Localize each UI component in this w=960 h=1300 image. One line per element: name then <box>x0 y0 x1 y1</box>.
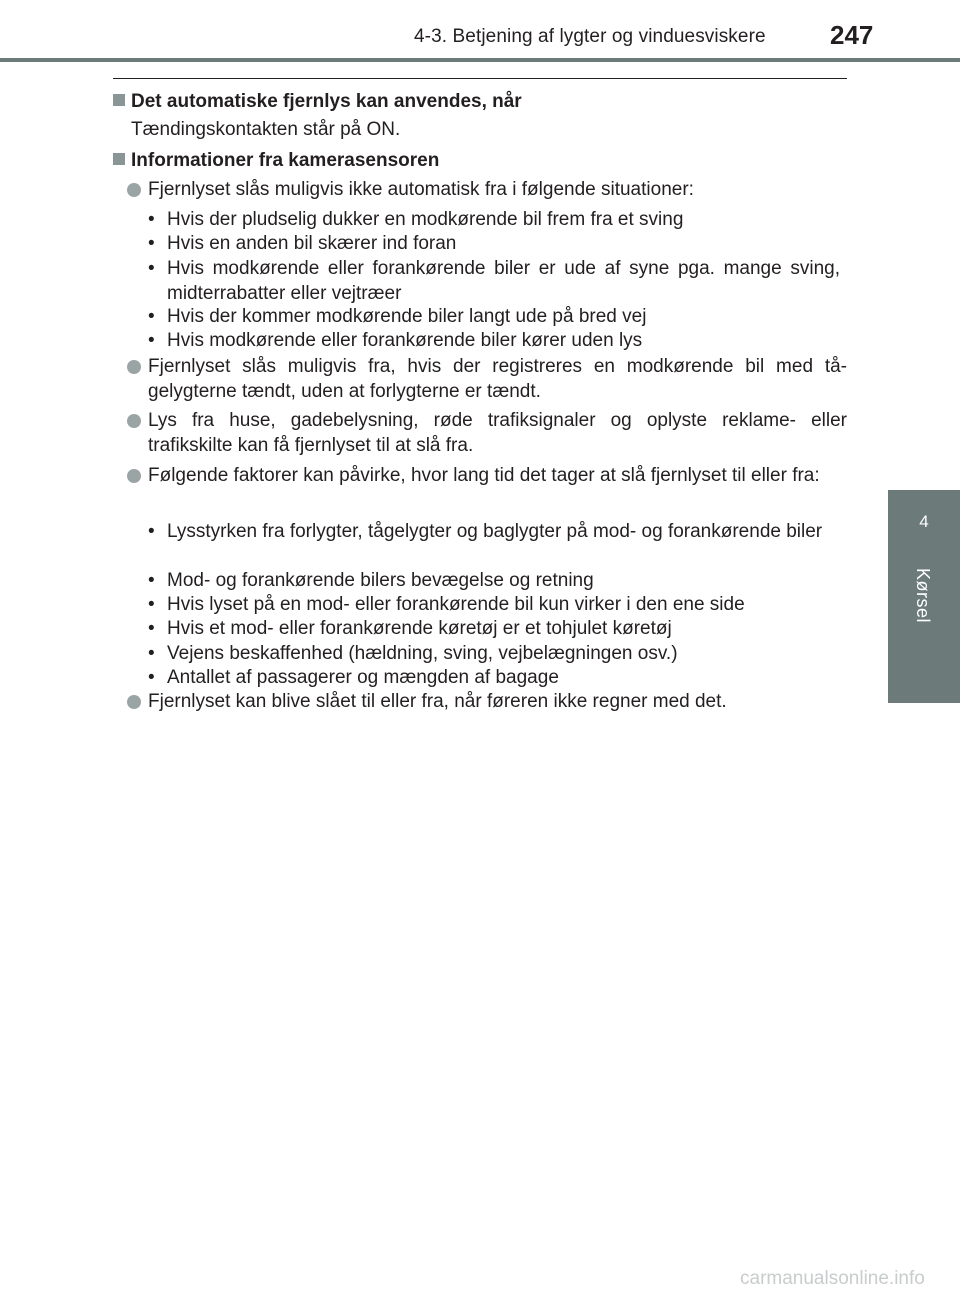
square-bullet-icon <box>113 153 125 165</box>
sub-list-item: • Hvis modkørende eller forankørende biler kører uden lys <box>148 330 643 351</box>
sub-list-item: • Hvis lyset på en mod- eller forankørende bil kun virker i den ene side <box>148 594 745 615</box>
watermark: carmanualsonline.info <box>740 1268 925 1289</box>
square-bullet-icon <box>113 94 125 106</box>
section-title: 4-3. Betjening af lygter og vinduesviskere <box>414 26 766 47</box>
list-item: Følgende faktorer kan påvirke, hvor lang tid det tager at slå fjernlyset til eller fra: <box>131 464 847 489</box>
circle-bullet-icon <box>127 360 141 374</box>
list-item: Lys fra huse, gadebelysning, røde trafiksignaler og oplyste reklame- eller trafikskilte kan få fjernlyset til at slå fra. <box>131 409 847 458</box>
list-item: Fjernlyset slås muligvis ikke automatisk fra i følgende situationer: <box>131 178 847 203</box>
sub-list-item: • Hvis der pludselig dukker en modkørende bil frem fra et sving <box>148 209 684 230</box>
sub-list-item: • Hvis modkørende eller forankørende biler er ude af syne pga. mange sving, midterrabatter eller vejtræer <box>148 258 840 304</box>
circle-bullet-icon <box>127 695 141 709</box>
sub-list-item: • Lysstyrken fra forlygter, tågelygter og baglygter på mod- og forankørende biler <box>148 521 823 542</box>
circle-bullet-icon <box>127 469 141 483</box>
paragraph: Tændingskontakten står på ON. <box>131 119 401 140</box>
section-heading: Det automatiske fjernlys kan anvendes, når <box>113 90 522 115</box>
sub-list-item: • Hvis der kommer modkørende biler langt ude på bred vej <box>148 306 647 327</box>
sub-list-item: • Antallet af passagerer og mængden af bagage <box>148 667 559 688</box>
sub-list-item: • Hvis en anden bil skærer ind foran <box>148 233 457 254</box>
sub-list-item: • Mod- og forankørende bilers bevægelse og retning <box>148 570 594 591</box>
chapter-label: Kørsel <box>913 568 933 624</box>
chapter-number: 4 <box>919 512 929 531</box>
page-number: 247 <box>830 20 874 50</box>
sub-list-item: • Vejens beskaffenhed (hældning, sving, vejbelægningen osv.) <box>148 643 678 664</box>
circle-bullet-icon <box>127 414 141 428</box>
section-heading: Informationer fra kamerasensoren <box>113 149 439 174</box>
header-divider <box>0 58 960 62</box>
chapter-tab[interactable] <box>888 490 960 703</box>
sub-list-item: • Hvis et mod- eller forankørende køretøj er et tohjulet køretøj <box>148 618 672 639</box>
circle-bullet-icon <box>127 183 141 197</box>
content-divider <box>113 78 847 79</box>
list-item: Fjernlyset slås muligvis fra, hvis der registreres en modkørende bil med tå-gelygterne tændt, uden at forlygterne er tændt. <box>131 355 847 404</box>
list-item: Fjernlyset kan blive slået til eller fra, når føreren ikke regner med det. <box>131 690 847 715</box>
